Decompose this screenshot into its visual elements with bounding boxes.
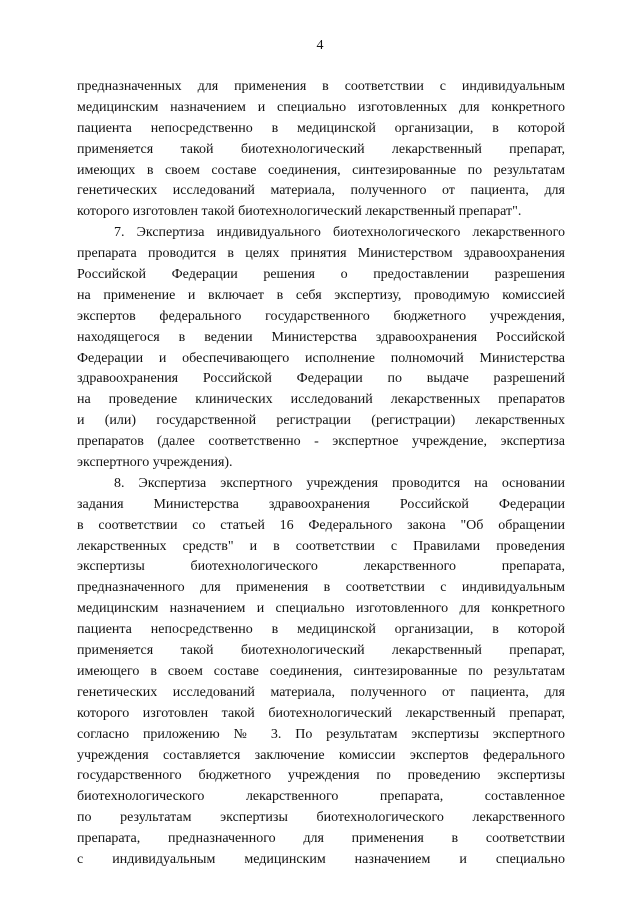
text-line: лекарственных средств" и в соответствии с Правилами проведения: [77, 538, 565, 554]
text-line: в соответствии со статьей 16 Федерального закона "Об обращении: [77, 517, 565, 533]
text-line: предназначенного для применения в соответствии с индивидуальным: [77, 580, 565, 596]
text-line: согласно приложению № 3. По результатам экспертизы экспертного: [77, 726, 565, 742]
text-line: предназначенных для применения в соответствии с индивидуальным: [77, 79, 565, 94]
text-line: медицинским назначением и специально изготовленных для конкретного: [77, 99, 565, 115]
text-line: учреждения составляется заключение комиссии экспертов федерального: [77, 747, 565, 763]
text-line: Российской Федерации решения о предоставлении разрешения: [77, 267, 565, 283]
text-line: 7. Экспертиза индивидуального биотехнологического лекарственного: [114, 225, 565, 241]
body-text: [77, 77, 565, 871]
text-line: 8. Экспертиза экспертного учреждения проводится на основании: [114, 475, 565, 491]
text-line: Федерации и обеспечивающего исполнение полномочий Министерства: [77, 350, 565, 366]
text-line: государственного бюджетного учреждения по проведению экспертизы: [77, 768, 565, 784]
text-line: препаратов (далее соответственно - экспертное учреждение, экспертиза: [77, 434, 565, 450]
text-line: здравоохранения Российской Федерации по выдаче разрешений: [77, 371, 565, 387]
text-line: имеющего в своем составе соединения, синтезированные по результатам: [77, 663, 565, 679]
text-line: имеющих в своем составе соединения, синтезированные по результатам: [77, 162, 565, 178]
page-number: 4: [316, 38, 324, 53]
text-line: экспертов федерального государственного бюджетного учреждения,: [77, 308, 565, 324]
text-line: пациента непосредственно в медицинской организации, в которой: [77, 120, 565, 136]
text-line: биотехнологического лекарственного препарата, составленное: [77, 789, 565, 805]
text-line: на применение и включает в себя экспертизу, проводимую комиссией: [77, 287, 565, 303]
text-line: препарата, предназначенного для применения в соответствии: [77, 831, 565, 847]
text-line: на проведение клинических исследований лекарственных препаратов: [77, 392, 565, 408]
text-line: которого изготовлен такой биотехнологический лекарственный препарат".: [77, 204, 522, 220]
text-line: находящегося в ведении Министерства здравоохранения Российской: [77, 329, 565, 345]
text-line: экспертного учреждения).: [77, 455, 233, 471]
text-line: медицинским назначением и специально изготовленного для конкретного: [77, 601, 565, 617]
text-line: экспертизы биотехнологического лекарственного препарата,: [77, 559, 565, 575]
text-line: с индивидуальным медицинским назначением и специально: [77, 851, 565, 867]
text-line: и (или) государственной регистрации (регистрации) лекарственных: [77, 413, 565, 429]
text-line: по результатам экспертизы биотехнологического лекарственного: [77, 810, 565, 826]
text-line: применяется такой биотехнологический лекарственный препарат,: [77, 141, 565, 157]
text-line: пациента непосредственно в медицинской организации, в которой: [77, 622, 565, 638]
text-line: которого изготовлен такой биотехнологический лекарственный препарат,: [77, 705, 565, 721]
text-line: препарата проводится в целях принятия Министерством здравоохранения: [77, 246, 565, 262]
text-line: генетических исследований материала, полученного от пациента, для: [77, 684, 565, 700]
text-line: задания Министерства здравоохранения Российской Федерации: [77, 496, 565, 512]
text-line: применяется такой биотехнологический лекарственный препарат,: [77, 643, 565, 659]
text-line: генетических исследований материала, полученного от пациента, для: [77, 183, 565, 199]
